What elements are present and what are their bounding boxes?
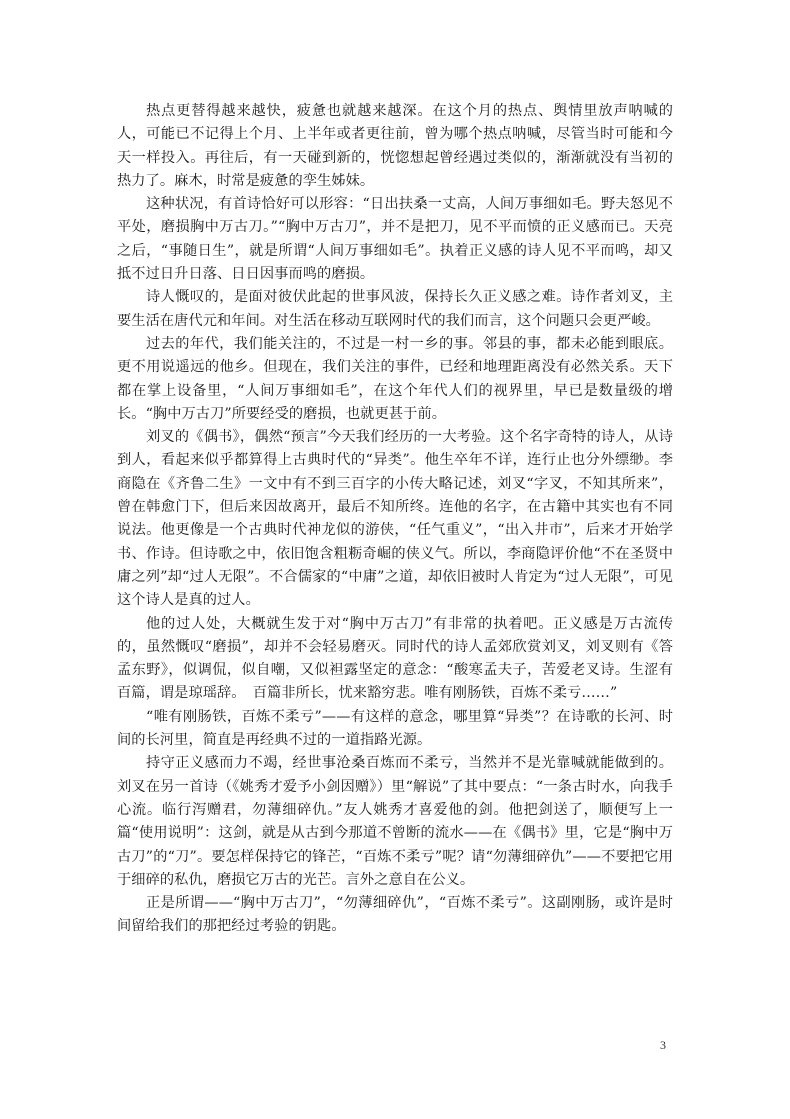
paragraph: 热点更替得越来越快，疲惫也就越来越深。在这个月的热点、舆情里放声呐喊的人，可能已不记得上个月、上半年或者更往前，曾为哪个热点呐喊，尽管当时可能和今天一样投入。再往后，有一天碰到新的，恍惚想起曾经遇过类似的，渐渐就没有当初的热力了。麻木，时常是疲惫的孪生姊妹。	[117, 103, 673, 189]
paragraph: 这种状况，有首诗恰好可以形容：“日出扶桑一丈高，人间万事细如毛。野夫怒见不平处，磨损胸中万古刀。”“胸中万古刀”，并不是把刀，见不平而愤的正义感而已。天亮之后，“事随日生”，就是所谓“人间万事细如毛”。执着正义感的诗人见不平而鸣，却又抵不过日升日落、日日因事而鸣的磨损。	[117, 196, 673, 283]
paragraph: “唯有刚肠铁，百炼不柔亏”——有这样的意念，哪里算“异类”？在诗歌的长河、时间的长河里，简直是再经典不过的一道指路光源。	[117, 708, 673, 749]
paragraph: 刘叉的《偶书》，偶然“预言”今天我们经历的一大考验。这个名字奇特的诗人，从诗到人，看起来似乎都算得上古典时代的“异类”。他生卒年不详，连行止也分外缥缈。李商隐在《齐鲁二生》一文中有不到三百字的小传大略记述，刘叉“字叉，不知其所来”，曾在韩愈门下，但后来因故离开，最后不知所终。连他的名字，在古籍中其实也有不同说法。他更像是一个古典时代神龙似的游侠，“任气重义”，“出入井市”，后来才开始学书、作诗。但诗歌之中，依旧饱含粗粝奇崛的侠义气。所以，李商隐评价他“不在圣贤中庸之列”却“过人无限”。不合儒家的“中庸”之道，却依旧被时人肯定为“过人无限”，可见这个诗人是真的过人。	[117, 429, 673, 609]
paragraph: 诗人慨叹的，是面对彼伏此起的世事风波，保持长久正义感之难。诗作者刘叉，主要生活在唐代元和年间。对生活在移动互联网时代的我们而言，这个问题只会更严峻。	[117, 289, 673, 329]
paragraph: 过去的年代，我们能关注的，不过是一村一乡的事。邻县的事，都未必能到眼底。更不用说遥远的他乡。但现在，我们关注的事件，已经和地理距离没有必然关系。天下都在掌上设备里，“人间万事细如毛”，在这个年代人们的视界里，早已是数量级的增长。“胸中万古刀”所要经受的磨损，也就更甚于前。	[117, 335, 673, 422]
paragraph: 正是所谓——“胸中万古刀”，“勿薄细碎仇”，“百炼不柔亏”。这副刚肠，或许是时间留给我们的那把经过考验的钥匙。	[117, 895, 673, 935]
paragraph: 持守正义感而力不竭，经世事沧桑百炼而不柔亏，当然并不是光靠喊就能做到的。刘叉在另一首诗（《姚秀才爱予小剑因赠》）里“解说”了其中要点：“一条古时水，向我手心流。临行泻赠君，勿薄细碎仇。”友人姚秀才喜爱他的剑。他把剑送了，顺便写上一篇“使用说明”：这剑，就是从古到今那道不曾断的流水——在《偶书》里，它是“胸中万古刀”的“刀”。要怎样保持它的锋芒，“百炼不柔亏”呢？请“勿薄细碎仇”——不要把它用于细碎的私仇，磨损它万古的光芒。言外之意自在公义。	[117, 755, 673, 888]
document-body	[117, 100, 673, 939]
paragraph: 他的过人处，大概就生发于对“胸中万古刀”有非常的执着吧。正义感是万古流传的，虽然慨叹“磨损”，却并不会轻易磨灭。同时代的诗人孟郊欣赏刘叉，刘叉则有《答孟东野》，似调侃，似自嘲，又似袒露坚定的意念：“酸寒孟夫子，苦爱老叉诗。生涩有百篇，谓是琼瑶辞。 百篇非所长，忧来豁穷悲。唯有刚肠铁，百炼不柔亏……”	[117, 615, 673, 702]
page-number: 3	[660, 1038, 666, 1052]
